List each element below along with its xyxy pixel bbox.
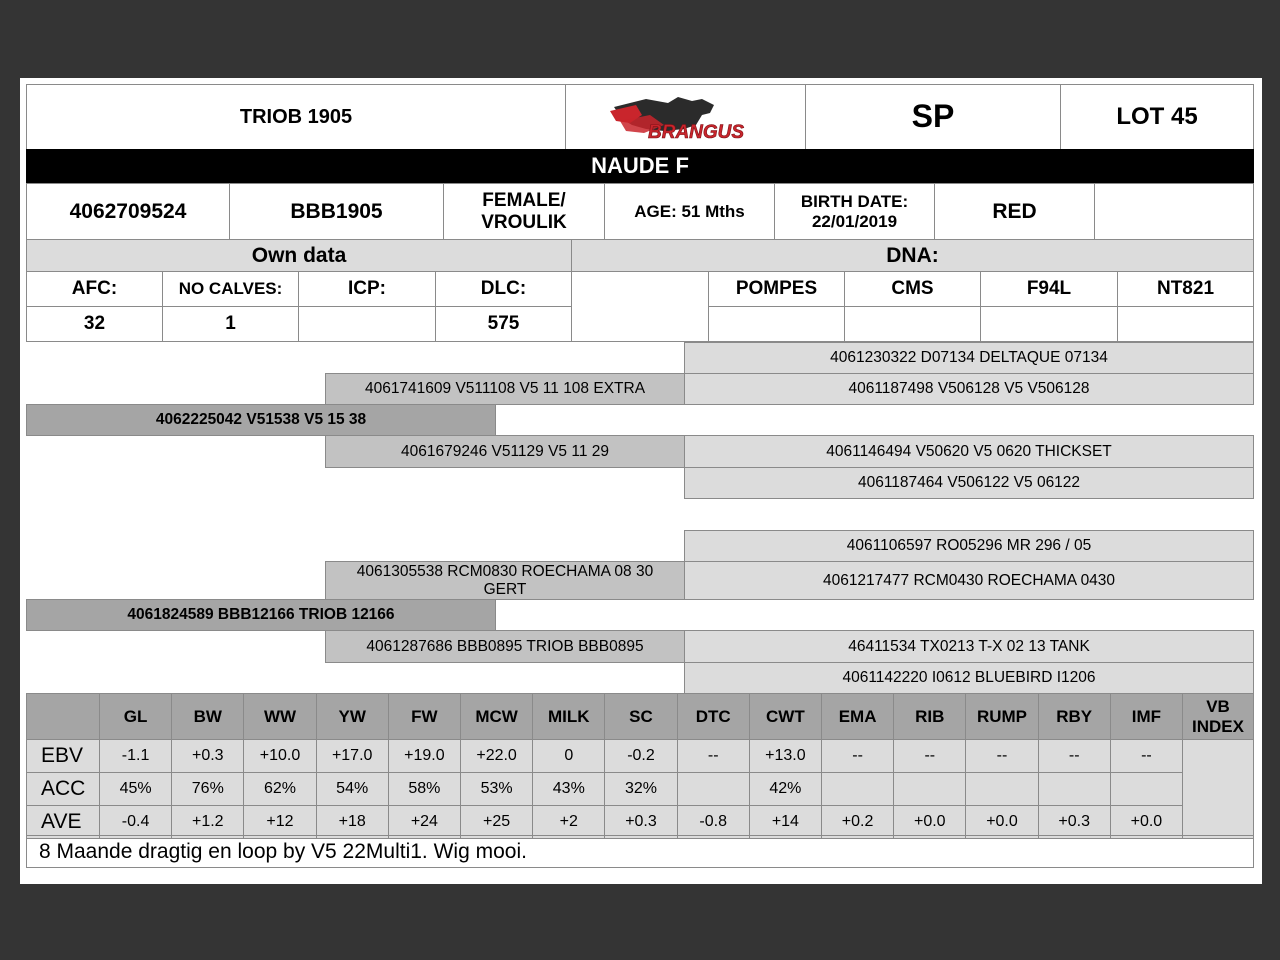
brangus-logo <box>565 84 806 150</box>
animal-id: 4062709524 <box>26 183 230 240</box>
header-rump: RUMP <box>965 693 1038 740</box>
value-ebv-milk: 0 <box>532 739 605 773</box>
value-ebv-sc: -0.2 <box>604 739 677 773</box>
icp-label: ICP: <box>298 271 436 307</box>
pedigree-sire-dam: 4061679246 V51129 V5 11 29 <box>325 435 685 468</box>
owner-name: NAUDE F <box>26 149 1254 184</box>
value-acc-dtc <box>677 772 750 806</box>
value-ave-imf: +0.0 <box>1110 805 1183 839</box>
pedigree-sire-sire-sire: 4061230322 D07134 DELTAQUE 07134 <box>684 342 1254 374</box>
header-gl: GL <box>99 693 172 740</box>
value-ebv-imf: -- <box>1110 739 1183 773</box>
value-ave-sc: +0.3 <box>604 805 677 839</box>
header-rib: RIB <box>893 693 966 740</box>
value-ave-bw: +1.2 <box>171 805 244 839</box>
header-title: TRIOB 1905 <box>26 84 566 150</box>
value-ebv-bw: +0.3 <box>171 739 244 773</box>
header-dtc: DTC <box>677 693 750 740</box>
value-ebv-rby: -- <box>1038 739 1111 773</box>
afc-label: AFC: <box>26 271 163 307</box>
own-data-title: Own data <box>26 239 572 272</box>
svg-text:BRANGUS: BRANGUS <box>647 122 744 143</box>
afc-value: 32 <box>26 306 163 342</box>
value-ave-fw: +24 <box>388 805 461 839</box>
header-vb-index: VB INDEX <box>1182 693 1254 740</box>
value-acc-gl: 45% <box>99 772 172 806</box>
pedigree-dam-dam-dam: 4061142220 I0612 BLUEBIRD I1206 <box>684 662 1254 694</box>
animal-sex: FEMALE/ VROULIK <box>443 183 605 240</box>
value-ave-milk: +2 <box>532 805 605 839</box>
birth-date-label: BIRTH DATE: <box>800 192 909 212</box>
header-milk: MILK <box>532 693 605 740</box>
vb-index-value <box>1182 739 1254 839</box>
value-ebv-gl: -1.1 <box>99 739 172 773</box>
value-ave-yw: +18 <box>316 805 389 839</box>
performance-corner-cell <box>26 693 100 740</box>
pedigree-sire: 4062225042 V51538 V5 15 38 <box>26 404 496 436</box>
value-ebv-rib: -- <box>893 739 966 773</box>
value-acc-cwt: 42% <box>749 772 822 806</box>
value-ave-ww: +12 <box>243 805 316 839</box>
value-ave-ema: +0.2 <box>821 805 894 839</box>
value-ebv-dtc: -- <box>677 739 750 773</box>
value-ebv-yw: +17.0 <box>316 739 389 773</box>
dna-pompes-label: POMPES <box>708 271 845 307</box>
value-ave-rib: +0.0 <box>893 805 966 839</box>
dna-empty-cell <box>571 271 709 342</box>
dna-title: DNA: <box>571 239 1254 272</box>
no-calves-label: NO CALVES: <box>162 271 299 307</box>
value-acc-rump <box>965 772 1038 806</box>
value-acc-fw: 58% <box>388 772 461 806</box>
birth-date-value: 22/01/2019 <box>811 211 898 231</box>
dna-nt821-value <box>1117 306 1254 342</box>
value-ave-cwt: +14 <box>749 805 822 839</box>
value-acc-bw: 76% <box>171 772 244 806</box>
performance-table <box>26 693 1254 836</box>
dna-f94l-value <box>980 306 1118 342</box>
header-fw: FW <box>388 693 461 740</box>
dlc-label: DLC: <box>435 271 572 307</box>
pedigree-dam-sire-dam: 4061217477 RCM0430 ROECHAMA 0430 <box>684 561 1254 600</box>
value-acc-mcw: 53% <box>460 772 533 806</box>
pedigree-sire-sire-dam: 4061187498 V506128 V5 V506128 <box>684 373 1254 405</box>
animal-code: BBB1905 <box>229 183 444 240</box>
value-ave-mcw: +25 <box>460 805 533 839</box>
value-ebv-mcw: +22.0 <box>460 739 533 773</box>
pedigree-sire-dam-sire: 4061146494 V50620 V5 0620 THICKSET <box>684 435 1254 468</box>
value-ebv-ema: -- <box>821 739 894 773</box>
animal-colour: RED <box>934 183 1095 240</box>
dna-nt821-label: NT821 <box>1117 271 1254 307</box>
pedigree-dam-sire-sire: 4061106597 RO05296 MR 296 / 05 <box>684 530 1254 562</box>
dna-cms-value <box>844 306 981 342</box>
notes: 8 Maande dragtig en loop by V5 22Multi1. Wig mooi. <box>26 835 1254 868</box>
value-acc-rby <box>1038 772 1111 806</box>
header-imf: IMF <box>1110 693 1183 740</box>
pedigree-sire-sire: 4061741609 V511108 V5 11 108 EXTRA <box>325 373 685 405</box>
no-calves-value: 1 <box>162 306 299 342</box>
value-acc-yw: 54% <box>316 772 389 806</box>
lot-number: LOT 45 <box>1060 84 1254 150</box>
value-acc-imf <box>1110 772 1183 806</box>
value-ebv-cwt: +13.0 <box>749 739 822 773</box>
header-sc: SC <box>604 693 677 740</box>
header-ema: EMA <box>821 693 894 740</box>
value-acc-sc: 32% <box>604 772 677 806</box>
sale-card <box>20 78 1262 884</box>
header-rby: RBY <box>1038 693 1111 740</box>
value-ebv-ww: +10.0 <box>243 739 316 773</box>
dna-pompes-value <box>708 306 845 342</box>
header-yw: YW <box>316 693 389 740</box>
value-ave-rby: +0.3 <box>1038 805 1111 839</box>
bull-logo-icon <box>606 91 766 143</box>
blank-cell <box>1094 183 1254 240</box>
icp-value <box>298 306 436 342</box>
value-ave-rump: +0.0 <box>965 805 1038 839</box>
pedigree-dam: 4061824589 BBB12166 TRIOB 12166 <box>26 599 496 631</box>
header-bw: BW <box>171 693 244 740</box>
row-label-ebv: EBV <box>26 739 100 773</box>
value-acc-rib <box>893 772 966 806</box>
pedigree-sire-dam-dam: 4061187464 V506122 V5 06122 <box>684 467 1254 499</box>
header-mcw: MCW <box>460 693 533 740</box>
dlc-value: 575 <box>435 306 572 342</box>
dna-f94l-label: F94L <box>980 271 1118 307</box>
pedigree-dam-sire: 4061305538 RCM0830 ROECHAMA 08 30 GERT <box>325 561 685 600</box>
pedigree-dam-dam-sire: 46411534 TX0213 T-X 02 13 TANK <box>684 630 1254 663</box>
grade-label: SP <box>805 84 1061 150</box>
birth-date-cell <box>774 183 935 240</box>
value-ave-dtc: -0.8 <box>677 805 750 839</box>
row-label-acc: ACC <box>26 772 100 806</box>
animal-age: AGE: 51 Mths <box>604 183 775 240</box>
value-ebv-rump: -- <box>965 739 1038 773</box>
header-ww: WW <box>243 693 316 740</box>
header-cwt: CWT <box>749 693 822 740</box>
value-acc-ema <box>821 772 894 806</box>
pedigree-dam-dam: 4061287686 BBB0895 TRIOB BBB0895 <box>325 630 685 663</box>
value-ebv-fw: +19.0 <box>388 739 461 773</box>
value-ave-gl: -0.4 <box>99 805 172 839</box>
row-label-ave: AVE <box>26 805 100 839</box>
value-acc-milk: 43% <box>532 772 605 806</box>
dna-cms-label: CMS <box>844 271 981 307</box>
value-acc-ww: 62% <box>243 772 316 806</box>
